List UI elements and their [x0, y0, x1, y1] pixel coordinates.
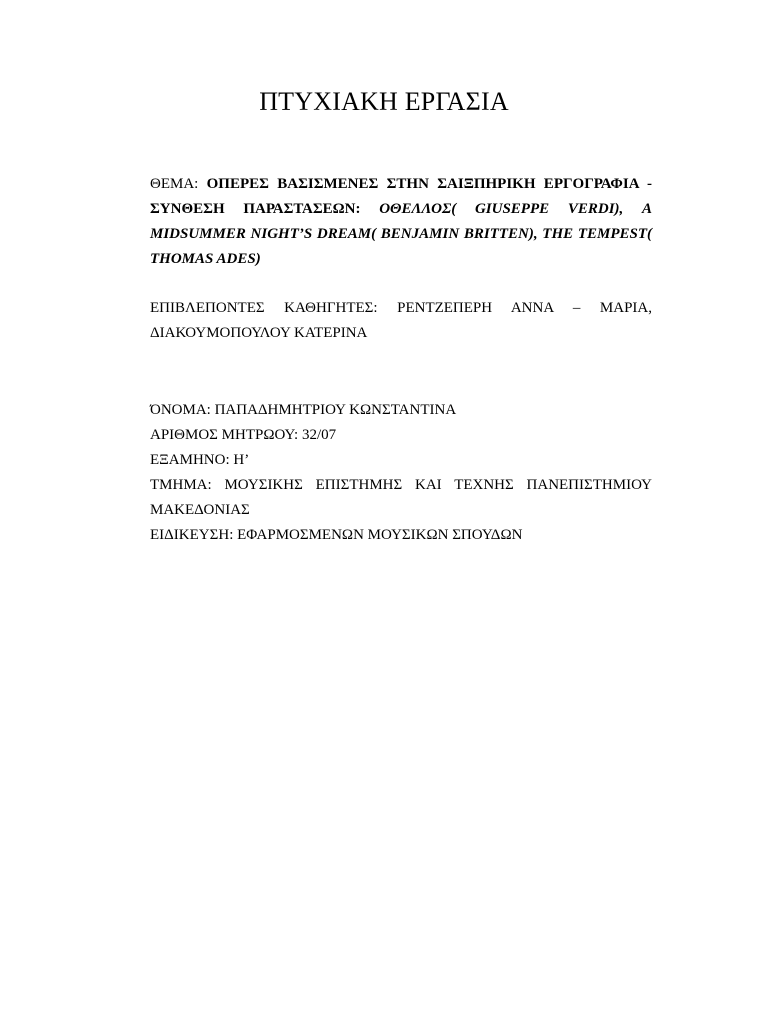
document-title: ΠΤΥΧΙΑΚΗ ΕΡΓΑΣΙΑ [259, 87, 509, 116]
department: ΤΜΗΜΑ: ΜΟΥΣΙΚΗΣ ΕΠΙΣΤΗΜΗΣ ΚΑΙ ΤΕΧΝΗΣ ΠΑΝΕΠΙΣΤΗΜΙΟΥ ΜΑΚΕΔΟΝΙΑΣ [150, 477, 652, 518]
student-name: ΌΝΟΜΑ: ΠΑΠΑΔΗΜΗΤΡΙΟΥ ΚΩΝΣΤΑΝΤΙΝΑ [150, 402, 457, 418]
student-info [150, 398, 652, 548]
subject-text: ΟΠΕΡΕΣ ΒΑΣΙΣΜΕΝΕΣ ΣΤΗΝ ΣΑΙΞΠΗΡΙΚΗ ΕΡΓΟΓΡΑΦΙΑ - ΣΥΝΘΕΣΗ ΠΑΡΑΣΤΑΣΕΩΝ: [150, 176, 652, 217]
supervisors-paragraph: ΕΠΙΒΛΕΠΟΝΤΕΣ ΚΑΘΗΓΗΤΕΣ: ΡΕΝΤΖΕΠΕΡΗ ΑΝΝΑ – ΜΑΡΙΑ, ΔΙΑΚΟΥΜΟΠΟΥΛΟΥ ΚΑΤΕΡΙΝΑ [150, 300, 652, 341]
specialization: ΕΙΔΙΚΕΥΣΗ: ΕΦΑΡΜΟΣΜΕΝΩΝ ΜΟΥΣΙΚΩΝ ΣΠΟΥΔΩΝ [150, 527, 523, 543]
subject-works: ΟΘΕΛΛΟΣ( GIUSEPPE VERDI), A MIDSUMMER NIGHT’S DREAM( BENJAMIN BRITTEN), THE TEMPEST( THOMAS ADES) [150, 201, 652, 267]
subject-label: ΘΕΜΑ: [150, 176, 207, 192]
subject-paragraph [150, 172, 652, 272]
semester: ΕΞΑΜΗΝΟ: Η’ [150, 452, 250, 468]
registration-number: ΑΡΙΘΜΟΣ ΜΗΤΡΩΟΥ: 32/07 [150, 427, 337, 443]
